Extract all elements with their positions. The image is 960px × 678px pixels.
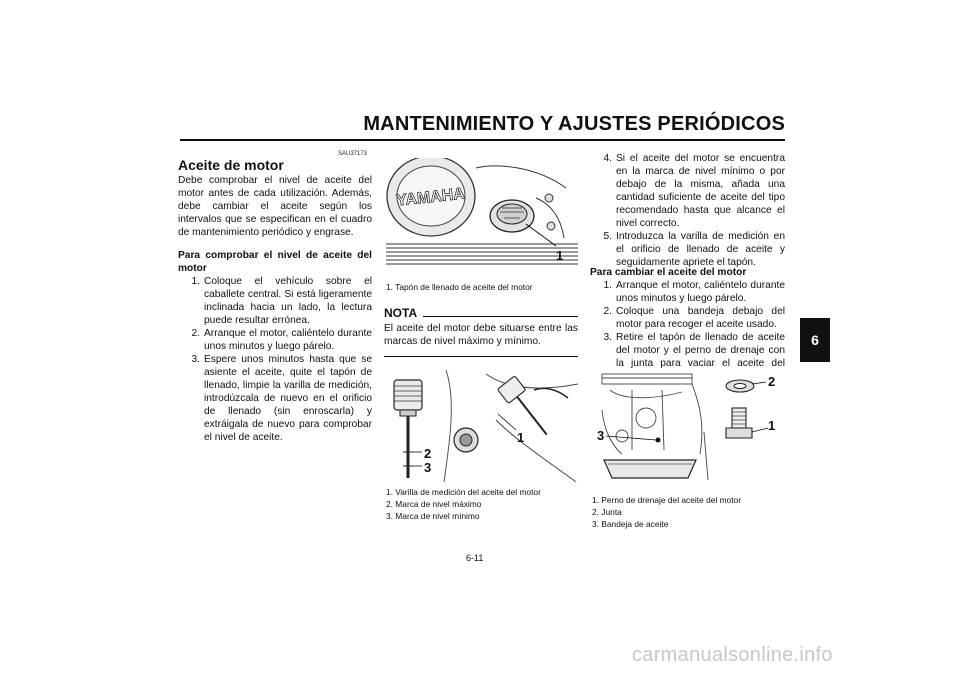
list-item: 3. Retire el tapón de llenado de aceite del motor y el perno de drenaje con la junta para vaciar el aceite del	[603, 332, 785, 369]
check-steps-continued	[590, 152, 785, 269]
dipstick-illustration	[386, 370, 578, 482]
figure2-callout-2: 2	[424, 446, 432, 461]
page-title: MANTENIMIENTO Y AJUSTES PERIÓDICOS	[363, 113, 785, 135]
drain-bolt-figure	[592, 370, 784, 488]
figure3-callout-2: 2	[768, 374, 776, 389]
note-heading: NOTA	[384, 306, 418, 320]
note-box	[384, 306, 578, 357]
caption-line: 3. Marca de nivel mínimo	[386, 511, 480, 521]
figure1-callout: 1	[556, 248, 564, 263]
engine-illustration	[386, 158, 578, 274]
caption-line: 1. Varilla de medición del aceite del motor	[386, 487, 541, 497]
caption-line: 2. Junta	[592, 507, 622, 517]
change-steps	[590, 279, 785, 383]
list-item: 4. Si el aceite del motor se encuentra en la marca de nivel mínimo o por debajo de la misma, añada una cantidad suficiente de aceite del tipo recomendado hasta que alcance el nivel correcto.	[603, 153, 785, 229]
check-heading: Para comprobar el nivel de aceite del motor	[178, 250, 372, 274]
note-bottom-rule	[384, 356, 578, 357]
chapter-tab: 6	[800, 318, 830, 362]
figure3-captions	[592, 494, 784, 530]
drain-illustration	[592, 370, 784, 488]
watermark: carmanualsonline.info	[632, 644, 833, 666]
section-title: Aceite de motor	[178, 157, 284, 173]
note-text: El aceite del motor debe situarse entre las marcas de nivel máximo y mínimo.	[384, 323, 578, 347]
list-item: 5. Introduzca la varilla de medición en el orificio de llenado de aceite y seguidamente apriete el tapón.	[603, 231, 785, 268]
figure2-callout-1: 1	[517, 430, 525, 445]
list-item: 1. Arranque el motor, caliéntelo durante unos minutos y luego párelo.	[603, 280, 785, 304]
figure3-callout-1: 1	[768, 418, 776, 433]
header-rule	[180, 139, 785, 141]
figure2-captions	[386, 486, 578, 522]
list-item: 2. Arranque el motor, caliéntelo durante unos minutos y luego párelo.	[191, 328, 372, 352]
list-item: 3. Espere unos minutos hasta que se asiente el aceite, quite el tapón de llenado, limpie la varilla de medición, introdúzcala de nuevo en el orificio de llenado (sin enroscarla) y extráigala de nuevo para comprobar el nivel de aceite.	[191, 354, 372, 443]
check-steps	[178, 275, 372, 444]
figure2-callout-3: 3	[424, 460, 432, 475]
figure1-caption: 1. Tapón de llenado de aceite del motor	[386, 282, 533, 292]
oil-filler-cap-figure	[386, 158, 578, 274]
yamaha-logo: YAMAHA	[395, 185, 466, 210]
section-code: SAU37173	[338, 151, 368, 157]
page-number: 6-11	[466, 553, 484, 563]
dipstick-figure	[386, 370, 578, 482]
list-item: 2. Coloque una bandeja debajo del motor para recoger el aceite usado.	[603, 306, 785, 330]
caption-line: 1. Perno de drenaje del aceite del motor	[592, 495, 741, 505]
caption-line: 2. Marca de nivel máximo	[386, 499, 482, 509]
note-rule	[423, 316, 578, 317]
list-item: 1. Coloque el vehículo sobre el caballete central. Si está ligeramente inclinada hacia un lado, la lectura puede resultar errónea.	[191, 276, 372, 326]
change-heading: Para cambiar el aceite del motor	[590, 267, 747, 278]
section-intro: Debe comprobar el nivel de aceite del motor antes de cada utilización. Además, debe cambiar el aceite según los intervalos que se especifican en el cuadro de mantenimiento periódico y engrase.	[178, 175, 372, 238]
caption-line: 3. Bandeja de aceite	[592, 519, 669, 529]
figure3-callout-3: 3	[597, 428, 605, 443]
